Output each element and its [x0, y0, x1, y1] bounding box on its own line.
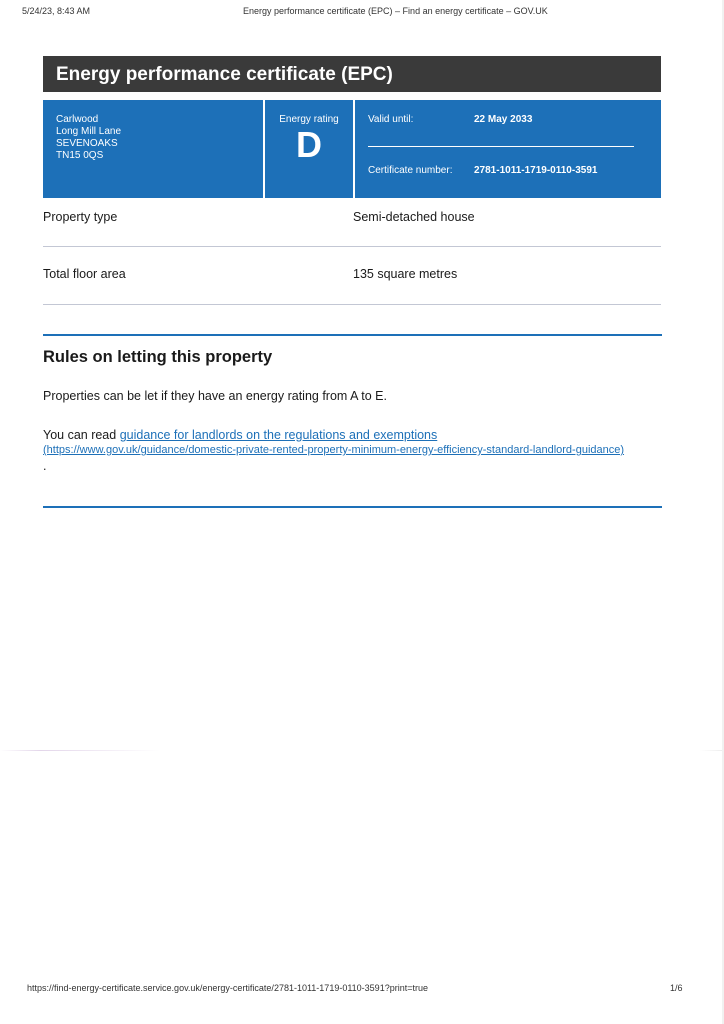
address-line: Carlwood: [56, 114, 99, 125]
guidance-link[interactable]: guidance for landlords on the regulations and exemptions: [119, 428, 438, 442]
valid-until-value: 22 May 2033: [474, 114, 533, 125]
print-datetime: 5/24/23, 8:43 AM: [22, 6, 91, 16]
guidance-paragraph: [43, 427, 643, 474]
row-divider: [43, 246, 661, 247]
floor-area-label: Total floor area: [43, 267, 126, 281]
certificate-number-value: 2781-1011-1719-0110-3591: [474, 165, 598, 176]
print-page-title: Energy performance certificate (EPC) – Find an energy certificate – GOV.UK: [243, 6, 548, 16]
scan-artifact-line: [0, 750, 724, 751]
epc-summary-panel: [43, 100, 661, 198]
section-divider: [43, 506, 662, 508]
floor-area-value: 135 square metres: [353, 267, 458, 281]
letting-rules-heading: Rules on letting this property: [43, 348, 273, 366]
epc-heading: Energy performance certificate (EPC): [56, 64, 393, 85]
guidance-prefix: You can read: [43, 428, 120, 442]
details-divider: [368, 146, 634, 147]
property-address: [56, 114, 121, 162]
property-type-value: Semi-detached house: [353, 210, 475, 224]
address-line: SEVENOAKS: [56, 138, 118, 149]
address-line: TN15 0QS: [56, 150, 104, 161]
print-footer-url: https://find-energy-certificate.service.gov.uk/energy-certificate/2781-1011-1719-0110-3591?print=true: [27, 983, 428, 993]
guidance-suffix: .: [43, 459, 47, 473]
letting-rules-paragraph: Properties can be let if they have an energy rating from A to E.: [43, 389, 387, 403]
panel-divider: [353, 100, 355, 198]
section-divider: [43, 334, 662, 336]
energy-rating-letter: D: [296, 124, 322, 165]
epc-title-bar: [43, 56, 661, 92]
row-divider: [43, 304, 661, 305]
print-page-number: 1/6: [670, 983, 683, 993]
property-type-label: Property type: [43, 210, 118, 224]
valid-until-label: Valid until:: [368, 114, 414, 125]
energy-rating-box: [265, 100, 353, 198]
certificate-number-label: Certificate number:: [368, 165, 453, 176]
guidance-url-link[interactable]: (https://www.gov.uk/guidance/domestic-private-rented-property-minimum-energy-efficiency-standard-landlord-guidance): [43, 444, 625, 456]
address-line: Long Mill Lane: [56, 126, 122, 137]
energy-rating-label: Energy rating: [279, 114, 339, 125]
